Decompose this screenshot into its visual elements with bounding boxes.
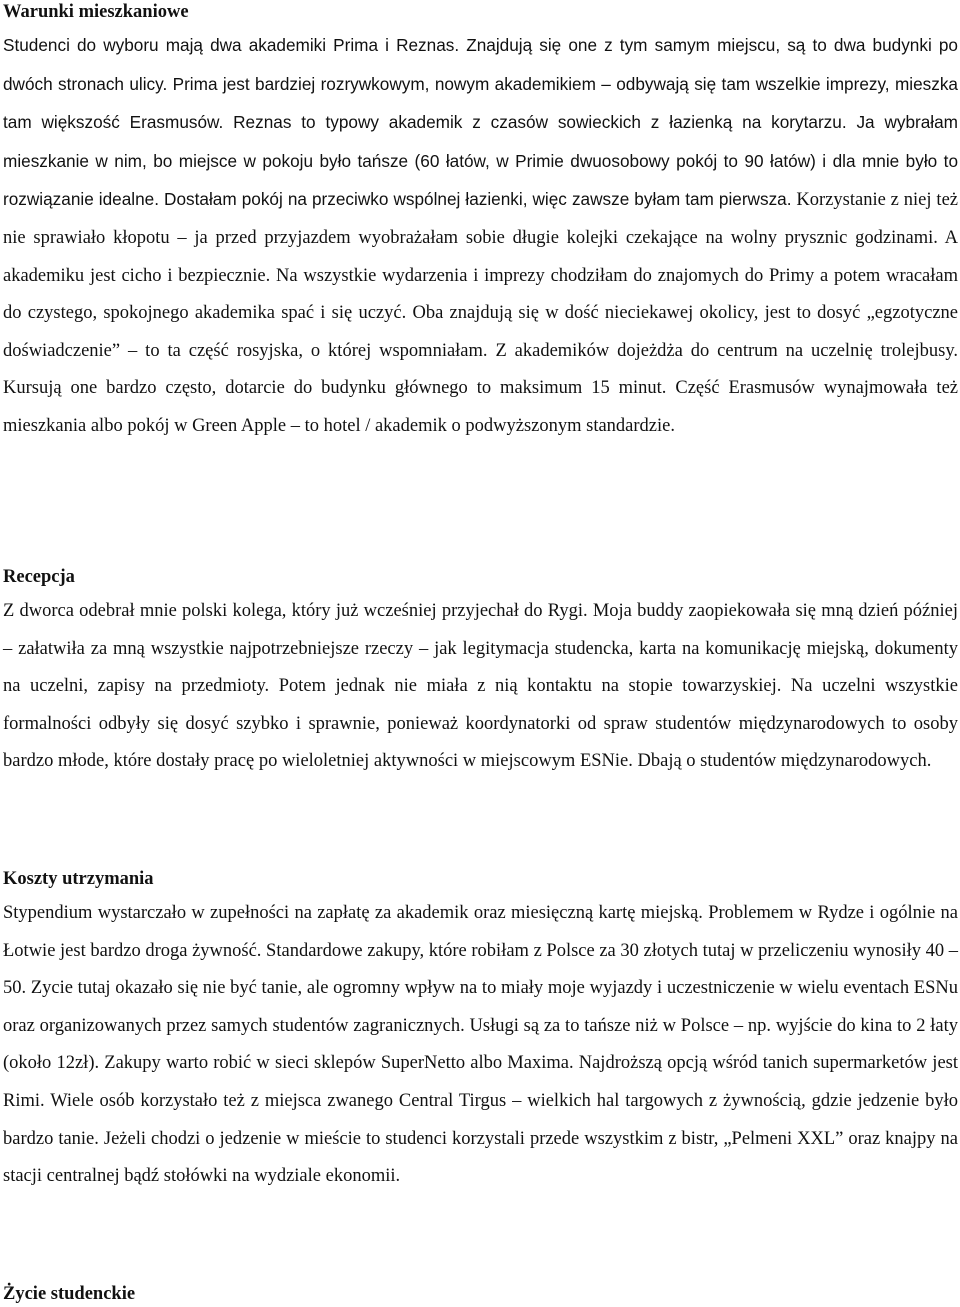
costs-section <box>3 867 958 891</box>
housing-body-serif-run: Korzystanie z niej też nie sprawiało kłopotu – ja przed przyjazdem wyobrażałam sobie długie kolejki czekające na wolny prysznic godzinami. A akademiku jest cicho i bezpiecznie. Na wszystkie wydarzenia i imprezy chodziłam do znajomych do Primy a potem wracałam do czystego, spokojnego akademika spać i się uczyć. Oba znajdują się w dość nieciekawej okolicy, jest to dosyć „egzotyczne doświadczenie” – to ta część rosyjska, o której wspomniałam. Z akademików dojeżdża do centrum na uczelnię trolejbusy. Kursują one bardzo często, dotarcie do budynku głównego to maksimum 15 minut. Część Erasmusów wynajmowała też mieszkania albo pokój w Green Apple – to hotel / akademik o podwyższonym standardzie. <box>3 190 958 436</box>
section-heading-student-life: Życie studenckie <box>3 1284 136 1304</box>
housing-section <box>3 0 958 24</box>
section-body-reception: Z dworca odebrał mnie polski kolega, który już wcześniej przyjechał do Rygi. Moja buddy zaopiekowała się mną dzień później – załatwiła za mną wszystkie najpotrzebniejsze rzeczy – jak legitymacja studencka, karta na komunikację miejską, dokumenty na uczelni, zapisy na przedmioty. Potem jednak nie miała z nią kontaktu na stopie towarzyskiej. Na uczelni wszystkie formalności odbyły się dosyć szybko i sprawnie, ponieważ koordynatorki od spraw studentów międzynarodowych to osoby bardzo młode, które dostały pracę po wieloletniej aktywności w miejscowym ESNie. Dbają o studentów międzynarodowych. <box>3 601 958 772</box>
housing-body-sans-run: Studenci do wyboru mają dwa akademiki Prima i Reznas. Znajdują się one z tym samym miejscu, są to dwa budynki po dwóch stronach ulicy. Prima jest bardziej rozrywkowym, nowym akademikiem – odbywają się tam wszelkie imprezy, mieszka tam większość Erasmusów. Reznas to typowy akademik z czasów sowieckich z łazienką na korytarzu. Ja wybrałam mieszkanie w nim, bo miejsce w pokoju było tańsze (60 łatów, w Primie dwuosobowy pokój to 90 łatów) i dla mnie było to rozwiązanie idealne. Dostałam pokój na przeciwko wspólnej łazienki, więc zawsze byłam tam pierwsza. <box>3 35 958 210</box>
section-body-costs: Stypendium wystarczało w zupełności na zapłatę za akademik oraz miesięczną kartę miejską. Problemem w Rydze i ogólnie na Łotwie jest bardzo droga żywność. Standardowe zakupy, które robiłam z Polsce za 30 złotych tutaj w przeliczeniu wynosiły 40 – 50. Zycie tutaj okazało się nie być tanie, ale ogromny wpływ na to miały moje wyjazdy i uczestniczenie w wielu eventach ESNu oraz organizowanych przez samych studentów zagranicznych. Usługi są za to tańsze niż w Polsce – np. wyjście do kina to 2 łaty (około 12zł). Zakupy warto robić w sieci sklepów SuperNetto albo Maxima. Najdroższą opcją wśród tanich supermarketów jest Rimi. Wiele osób korzystało też z miejsca zwanego Central Tirgus – wielkich hal targowych z żywnością, gdzie jedzenie było bardzo tanie. Jeżeli chodzi o jedzenie w mieście to studenci korzystali przede wszystkim z bistr, „Pelmeni XXL” oraz knajpy na stacji centralnej bądź stołówki na wydziale ekonomii. <box>3 903 958 1187</box>
section-heading-costs: Koszty utrzymania <box>3 869 154 889</box>
section-body-housing <box>3 27 958 446</box>
section-heading-reception: Recepcja <box>3 567 75 587</box>
student-life-section <box>3 1282 958 1306</box>
section-heading-housing: Warunki mieszkaniowe <box>3 2 189 22</box>
housing-body-wrapper <box>3 27 958 446</box>
reception-section <box>3 565 958 589</box>
reception-body-wrapper <box>3 593 958 781</box>
costs-body-wrapper <box>3 895 958 1196</box>
